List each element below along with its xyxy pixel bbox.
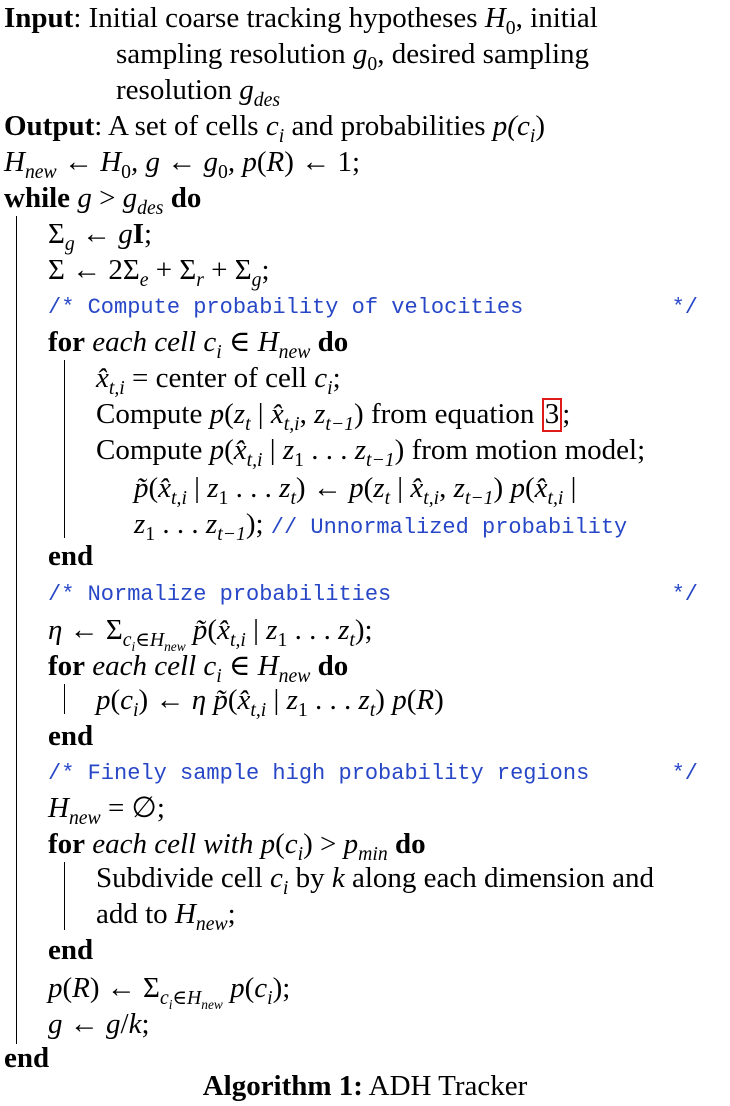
- eta-line: η ← $\Sigma_{c_i\in H_{new}}$ $p̃(x̂_{t,i}$ | $z_1$ . . . $z_t$);: [48, 614, 373, 654]
- input-text-1: : Initial coarse tracking hypotheses: [73, 2, 485, 34]
- for1-body-2: Compute $p(z_t$ | $x̂_{t,i}$, $z_{t-1}$) from equation 3 ;: [96, 398, 571, 435]
- for1-head: each cell: [92, 326, 197, 358]
- center-text: = center of cell: [124, 362, 315, 394]
- output-line: [4, 108, 545, 147]
- pr-line: p(R) ← $\Sigma_{c_i\in H_{new}}$ $p(c_i)$;: [48, 972, 291, 1012]
- for3-keyword: for: [48, 828, 86, 860]
- ci-subscript: i: [278, 124, 285, 147]
- for1-do-keyword: do: [317, 326, 349, 358]
- for3-do-keyword: do: [394, 828, 426, 860]
- input-label: Input: [4, 2, 74, 34]
- compute-text-1: Compute: [96, 398, 210, 430]
- for3-line: for each cell with $p(c_i) > p_{min}$ do: [48, 828, 426, 865]
- while-line: while $g > g_{des}$ do: [4, 182, 202, 219]
- comment-normalize: [48, 577, 714, 613]
- for2-scope-bar: [64, 684, 65, 714]
- for3-end: end: [48, 934, 94, 966]
- while-end: end: [4, 1042, 50, 1074]
- caption-name: ADH Tracker: [368, 1070, 528, 1102]
- for1-body-5: $z_1$ . . . $z_{t-1}$); // Unnormalized probability: [134, 508, 628, 545]
- init-line: $H_{new}$ ← $H_0$, g ← $g_0$, p(R) ← 1;: [4, 146, 360, 183]
- while-scope-bar: [16, 216, 17, 1044]
- by-text: by: [288, 862, 332, 894]
- input-line-2: [116, 36, 590, 75]
- from-equation-text: from equation: [363, 398, 542, 430]
- output-and: and probabilities: [284, 110, 493, 142]
- comment-velocities: [48, 290, 714, 326]
- ci-symbol: c: [265, 110, 279, 142]
- g-line: g ← g/k;: [48, 1008, 150, 1040]
- for1-keyword: for: [48, 326, 86, 358]
- algorithm-caption: [0, 1068, 730, 1104]
- h-reset-line: $H_{new}$ = ∅;: [48, 792, 165, 829]
- inline-comment: // Unnormalized probability: [270, 515, 628, 540]
- for1-end: end: [48, 540, 94, 572]
- for2-body: $p(c_i)$ ← η $p̃(x̂_{t,i}$ | $z_1$ . . . $z_t$) p(R): [96, 684, 444, 721]
- gdes-subscript: des: [253, 88, 281, 111]
- gdes-symbol: g: [239, 74, 254, 106]
- g0-symbol: g: [352, 38, 368, 70]
- input-line-2-end: , desired sampling: [377, 38, 590, 70]
- for3-body-2: add to $H_{new}$;: [96, 898, 236, 935]
- for3-head: each cell with: [92, 828, 254, 860]
- for1-body-3: Compute $p(x̂_{t,i}$ | $z_1$ . . . $z_{t-1}$) from motion model;: [96, 434, 646, 471]
- comment-finely-sample-text: /* Finely sample high probability regions: [48, 761, 590, 786]
- g0-subscript: 0: [367, 52, 378, 75]
- comment-normalize-text: /* Normalize probabilities: [48, 582, 392, 607]
- for1-line: for each cell $c_i$ ∈ $H_{new}$ do: [48, 326, 349, 363]
- pci-symbol: p(c: [492, 110, 530, 142]
- dimension-text: along each dimension and: [344, 862, 654, 894]
- for3-scope-bar: [64, 862, 65, 930]
- output-text: : A set of cells: [94, 110, 266, 142]
- for3-body-1: Subdivide cell $c_i$ by k along each dimension and: [96, 862, 654, 899]
- while-keyword: while: [4, 182, 71, 214]
- while-do-keyword: do: [170, 182, 202, 214]
- for2-head: each cell: [92, 650, 197, 682]
- pci-close: ): [535, 110, 545, 142]
- input-line-2-text: sampling resolution: [116, 38, 353, 70]
- comment-close-2: */: [671, 582, 698, 607]
- comment-finely-sample: [48, 756, 714, 792]
- for1-scope-bar: [64, 360, 65, 538]
- sigma-g-line: $\Sigma_g$ ← gI;: [48, 218, 153, 255]
- motion-model-text: from motion model;: [404, 434, 646, 466]
- k-symbol: k: [331, 862, 345, 894]
- subdivide-text: Subdivide cell: [96, 862, 270, 894]
- for1-body-1: $x̂_{t,i}$ = center of cell $c_i$;: [96, 362, 341, 399]
- pci-subscript: i: [529, 124, 536, 147]
- input-line-3: [116, 72, 281, 111]
- caption-label: Algorithm 1:: [202, 1070, 363, 1102]
- for2-keyword: for: [48, 650, 86, 682]
- for2-do-keyword: do: [317, 650, 349, 682]
- h0-subscript: 0: [505, 16, 516, 39]
- input-line-1: [4, 0, 598, 39]
- comment-close-1: */: [671, 295, 698, 320]
- h0-symbol: H: [484, 2, 506, 34]
- comment-velocities-text: /* Compute probability of velocities: [48, 295, 524, 320]
- equation-ref-link[interactable]: 3: [542, 398, 563, 432]
- for2-line: for each cell $c_i$ ∈ $H_{new}$ do: [48, 650, 349, 687]
- sigma-line: Σ ← $2\Sigma_e + \Sigma_r + \Sigma_g$;: [48, 254, 270, 291]
- input-line-3-text: resolution: [116, 74, 240, 106]
- add-to-text: add to: [96, 898, 175, 930]
- for2-end: end: [48, 720, 94, 752]
- for1-body-4: $p̃(x̂_{t,i}$ | $z_1$ . . . $z_t$) ← $p(z_t$ | $x̂_{t,i}$, $z_{t-1}$) $p(x̂_{t,i}$ |: [134, 472, 577, 509]
- input-text-2: , initial: [515, 2, 598, 34]
- compute-text-2: Compute: [96, 434, 210, 466]
- comment-close-3: */: [671, 761, 698, 786]
- output-label: Output: [4, 110, 95, 142]
